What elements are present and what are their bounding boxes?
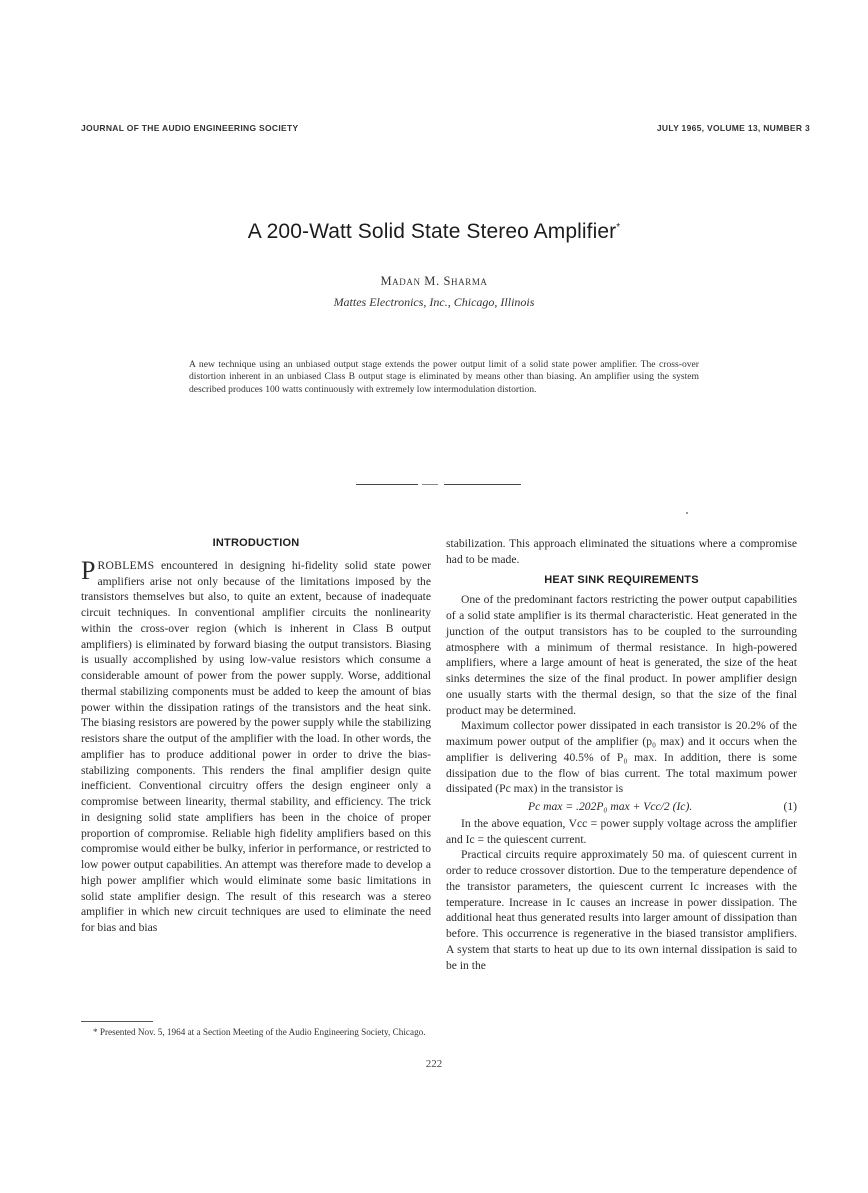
section-heading-introduction: INTRODUCTION	[212, 537, 300, 549]
drop-cap: P	[81, 555, 96, 585]
equation-number: (1)	[783, 800, 797, 813]
left-column	[81, 536, 431, 936]
separator-rule	[356, 484, 418, 485]
heat-sink-paragraph-3: In the above equation, Vcc = power supply voltage across the amplifier and Ic = the quiescent current.	[446, 816, 797, 846]
heat-sink-paragraph-4: Practical circuits require approximately 50 ma. of quiescent current in order to reduce crossover distortion. Due to the temperature dependence of the transistor parameters, the quiescent current Ic increases with the temperature. Increase in Ic causes an increase in power dissipation. The additional heat thus generated results into larger amount of dissipation than before. This occurrence is regenerative in the biased transistor amplifiers. A system that starts to heat up due to its own internal dissipation is said to be in the	[446, 848, 797, 972]
running-head-journal: JOURNAL OF THE AUDIO ENGINEERING SOCIETY	[81, 123, 299, 133]
separator-rule	[444, 484, 521, 485]
author-name: Madan M. Sharma	[380, 274, 488, 288]
equation-1	[446, 799, 797, 815]
heat-sink-paragraph-1: One of the predominant factors restricting the power output capabilities of a solid state amplifier is its thermal characteristic. Heat generated in the junction of the output transistors has to be coupled to the surrounding atmosphere with a minimum of thermal resistance. In high-powered amplifiers, where a large amount of heat is generated, the size of the heat sinks determines the size of the final product. In power amplifier design one usually starts with the thermal design, so that the size of the final product may be determined.	[446, 593, 797, 717]
footnote: * Presented Nov. 5, 1964 at a Section Meeting of the Audio Engineering Society, Chicago.	[93, 1027, 426, 1037]
intro-continuation: stabilization. This approach eliminated the situations where a compromise had to be made.	[446, 537, 797, 566]
section-heading-heat-sink: HEAT SINK REQUIREMENTS	[544, 573, 699, 586]
article-title-text: A 200-Watt Solid State Stereo Amplifier	[247, 220, 617, 243]
page-number: 222	[425, 1058, 443, 1070]
lead-word: ROBLEMS	[97, 558, 155, 572]
article-title	[0, 220, 868, 244]
equation-expression: Pc max = .202P₀ max + Vcc/2 (Ic).	[528, 800, 693, 813]
footnote-rule	[81, 1021, 153, 1022]
separator-rule	[422, 484, 438, 485]
intro-paragraph-text: encountered in designing hi-fidelity solid state power amplifiers arise not only because of the limitations imposed by the transistors themselves but also, to quite an extent, because of inadequate circuit techniques. In conventional amplifier circuits the nonlinearity within the cross-over region (which is inherent in Class B output amplifiers) is eliminated by forward biasing the output transistors. Biasing is usually accomplished by using low-value resistors which consume a considerable amount of power from the power supply. Worse, additional thermal stabilizing components must be added to keep the amount of bias power within the dissipation ratings of the transistors and the heat sink. The biasing resistors are powered by the power supply while the stabilizing resistors share the output of the amplifier with the load. In other words, the amplifier has to produce additional power in order to drive the bias-stabilizing components. This renders the final amplifier design quite inefficient. Conventional circuitry offers the design engineer only a compromise between linearity, thermal stability, and efficiency. The trick in designing solid state amplifiers has been in the choice of proper proportion of compromise. Reliable high fidelity amplifiers based on this compromise would either be bulky, inferior in performance, or restricted to low power output capabilities. An attempt was therefore made to develop a high power amplifier which would eliminate some basic limitations in solid state amplifier design. The result of this research was a stereo amplifier in which new circuit techniques are used to eliminate the need for bias and bias	[81, 558, 431, 934]
intro-paragraph	[81, 555, 431, 936]
print-speck	[686, 512, 688, 514]
title-footnote-mark: *	[616, 222, 621, 233]
running-head-issue: JULY 1965, VOLUME 13, NUMBER 3	[656, 123, 810, 133]
heat-sink-paragraph-2: Maximum collector power dissipated in each transistor is 20.2% of the maximum power output of the amplifier (p₀ max) and it occurs when the amplifier is delivering 40.5% of P₀ max. In addition, there is some dissipation due to the flow of bias current. The total maximum power dissipated (Pc max) in the transistor is	[446, 719, 797, 796]
author-affiliation: Mattes Electronics, Inc., Chicago, Illinois	[333, 295, 535, 309]
right-column	[446, 536, 797, 973]
abstract: A new technique using an unbiased output stage extends the power output limit of a solid state power amplifier. The cross-over distortion inherent in an unbiased Class B output stage is eliminated by means other than biasing. An amplifier using the system described produces 100 watts continuously with extremely low intermodulation distortion.	[189, 359, 699, 395]
